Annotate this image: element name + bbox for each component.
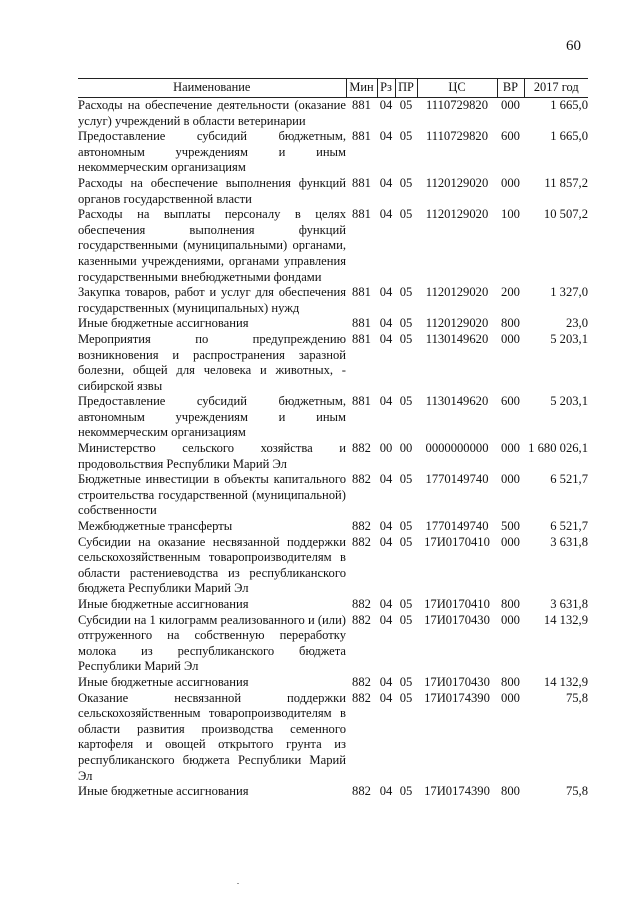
row-vr: 800: [501, 316, 520, 331]
row-min: 881: [352, 316, 371, 331]
row-pr: 05: [399, 690, 413, 705]
row-name: Предоставление субсидий бюджетным, автономным учреждениям и иным некоммерческим организациям: [78, 129, 346, 175]
row-pr: 05: [399, 597, 413, 611]
row-pr: 05: [399, 472, 413, 487]
row-rz: 04: [379, 472, 393, 487]
row-pr: 05: [399, 784, 413, 799]
row-rz: 04: [379, 316, 393, 331]
row-sum: 3 631,8: [550, 597, 588, 611]
row-rz: 04: [379, 175, 393, 190]
row-vr: 800: [501, 784, 520, 799]
row-sum: 6 521,7: [550, 519, 588, 534]
row-sum: 1 327,0: [550, 285, 588, 300]
table-row: [78, 472, 588, 519]
row-cs: 1120129020: [425, 316, 489, 331]
row-min: 882: [352, 674, 371, 689]
table-row: [78, 519, 588, 535]
row-rz: 04: [379, 331, 393, 346]
table-row: [78, 691, 588, 785]
row-rz: 04: [379, 674, 393, 689]
row-vr: 000: [501, 441, 520, 456]
row-name: Иные бюджетные ассигнования: [78, 784, 249, 799]
row-sum: 75,8: [565, 784, 588, 799]
table-row: [78, 332, 588, 394]
row-rz: 04: [379, 612, 393, 627]
row-min: 881: [352, 331, 371, 346]
row-cs: 1770149740: [425, 519, 489, 534]
row-min: 882: [352, 441, 371, 456]
row-min: 882: [352, 597, 371, 611]
row-cs: 1120129020: [425, 207, 489, 222]
row-vr: 600: [501, 129, 520, 144]
table-row: [78, 394, 588, 441]
page-number: 60: [566, 38, 581, 54]
row-min: 882: [352, 784, 371, 799]
row-cs: 1130149620: [425, 394, 489, 409]
table-row: [78, 98, 588, 130]
row-sum: 3 631,8: [550, 534, 588, 549]
row-cs: 17И0170430: [424, 612, 490, 627]
row-cs: 1120129020: [425, 285, 489, 300]
table-row: [78, 129, 588, 176]
table-row: [78, 285, 588, 316]
row-pr: 05: [399, 316, 413, 331]
row-pr: 05: [399, 674, 413, 689]
row-sum: 11 857,2: [544, 175, 588, 190]
budget-table: [78, 78, 588, 800]
row-cs: 1120129020: [425, 175, 489, 190]
row-sum: 14 132,9: [543, 612, 588, 627]
row-pr: 05: [399, 285, 413, 300]
row-cs: 1130149620: [425, 331, 489, 346]
header-rz: Рз: [377, 79, 395, 98]
row-pr: 00: [399, 441, 413, 456]
row-rz: 04: [379, 534, 393, 549]
row-name: Министерство сельского хозяйства и продовольствия Республики Марий Эл: [78, 441, 346, 471]
row-sum: 1 665,0: [550, 129, 588, 144]
row-name: Расходы на выплаты персоналу в целях обеспечения выполнения функций государственными (муниципальными) органами, казенными учреждениями, органами управления государственными внебюджетными фондами: [78, 207, 346, 284]
table-row: [78, 316, 588, 332]
row-vr: 000: [501, 175, 520, 190]
row-cs: 17И0174390: [424, 690, 490, 705]
table-row: [78, 675, 588, 691]
row-pr: 05: [399, 207, 413, 222]
row-pr: 05: [399, 98, 413, 112]
row-min: 882: [352, 612, 371, 627]
header-name: Наименование: [78, 79, 346, 98]
row-pr: 05: [399, 129, 413, 144]
row-name: Бюджетные инвестиции в объекты капитального строительства государственной (муниципальной) собственности: [78, 472, 346, 518]
row-pr: 05: [399, 612, 413, 627]
row-name: Мероприятия по предупреждению возникновения и распространения заразной болезни, общей для человека и животных, - сибирской язвы: [78, 331, 346, 393]
row-vr: 800: [501, 674, 520, 689]
row-name: Предоставление субсидий бюджетным, автономным учреждениям и иным некоммерческим организациям: [78, 394, 346, 440]
row-cs: 0000000000: [425, 441, 489, 456]
row-name: Межбюджетные трансферты: [78, 519, 233, 534]
table-row: [78, 176, 588, 207]
row-rz: 04: [379, 285, 393, 300]
row-cs: 1110729820: [425, 98, 489, 112]
row-cs: 17И0174390: [424, 784, 490, 799]
row-name: Расходы на обеспечение выполнения функций органов государственной власти: [78, 175, 346, 206]
row-min: 882: [352, 472, 371, 487]
row-vr: 000: [501, 472, 520, 487]
row-vr: 000: [501, 331, 520, 346]
row-min: 881: [352, 98, 371, 112]
row-name: Иные бюджетные ассигнования: [78, 674, 249, 689]
table-row: [78, 535, 588, 597]
row-min: 881: [352, 285, 371, 300]
table-row: [78, 441, 588, 472]
row-sum: 14 132,9: [543, 674, 588, 689]
table-row: [78, 597, 588, 613]
row-pr: 05: [399, 175, 413, 190]
row-min: 881: [352, 394, 371, 409]
row-cs: 17И0170430: [424, 674, 490, 689]
table-row: [78, 207, 588, 285]
row-vr: 600: [501, 394, 520, 409]
row-sum: 75,8: [565, 690, 588, 705]
row-sum: 10 507,2: [543, 207, 588, 222]
row-name: Субсидии на оказание несвязанной поддержки сельскохозяйственным товаропроизводителям в области растениеводства из республиканского бюджета Республики Марий Эл: [78, 534, 346, 596]
row-rz: 04: [379, 597, 393, 611]
row-sum: 1 680 026,1: [528, 441, 588, 456]
row-pr: 05: [399, 534, 413, 549]
scan-mark: [237, 883, 239, 884]
row-sum: 1 665,0: [550, 98, 588, 112]
row-min: 881: [352, 207, 371, 222]
row-vr: 000: [501, 690, 520, 705]
header-cs: ЦС: [417, 79, 497, 98]
row-cs: 1110729820: [425, 129, 489, 144]
row-vr: 500: [501, 519, 520, 534]
header-min: Мин: [346, 79, 377, 98]
header-pr: ПР: [395, 79, 417, 98]
row-vr: 100: [501, 207, 520, 222]
row-min: 881: [352, 129, 371, 144]
row-min: 881: [352, 175, 371, 190]
row-rz: 04: [379, 129, 393, 144]
row-pr: 05: [399, 331, 413, 346]
table-row: [78, 613, 588, 675]
row-min: 882: [352, 690, 371, 705]
row-name: Оказание несвязанной поддержки сельскохозяйственным товаропроизводителям в области развития производства семенного картофеля и овощей открытого грунта из республиканского бюджета Республики Марий Эл: [78, 690, 346, 783]
row-name: Иные бюджетные ассигнования: [78, 316, 249, 331]
row-vr: 200: [501, 285, 520, 300]
row-pr: 05: [399, 519, 413, 534]
row-name: Расходы на обеспечение деятельности (оказание услуг) учреждений в области ветеринарии: [78, 98, 346, 128]
row-vr: 800: [501, 597, 520, 611]
row-name: Субсидии на 1 килограмм реализованного и (или) отгруженного на собственную переработку молока из республиканского бюджета Республики Марий Эл: [78, 612, 346, 674]
row-vr: 000: [501, 534, 520, 549]
row-name: Иные бюджетные ассигнования: [78, 597, 249, 611]
header-sum: 2017 год: [524, 79, 588, 98]
row-vr: 000: [501, 612, 520, 627]
row-rz: 04: [379, 394, 393, 409]
row-sum: 5 203,1: [550, 394, 588, 409]
row-rz: 04: [379, 690, 393, 705]
row-sum: 6 521,7: [550, 472, 588, 487]
row-vr: 000: [501, 98, 520, 112]
row-rz: 04: [379, 207, 393, 222]
row-rz: 04: [379, 519, 393, 534]
table-header-row: [78, 79, 588, 98]
row-cs: 17И0170410: [424, 597, 490, 611]
row-min: 882: [352, 534, 371, 549]
row-cs: 1770149740: [425, 472, 489, 487]
table-row: [78, 784, 588, 800]
row-sum: 23,0: [565, 316, 588, 331]
row-sum: 5 203,1: [550, 331, 588, 346]
row-rz: 00: [379, 441, 393, 456]
row-rz: 04: [379, 98, 393, 112]
header-vr: ВР: [497, 79, 524, 98]
row-name: Закупка товаров, работ и услуг для обеспечения государственных (муниципальных) нужд: [78, 285, 346, 315]
row-rz: 04: [379, 784, 393, 799]
row-pr: 05: [399, 394, 413, 409]
row-min: 882: [352, 519, 371, 534]
row-cs: 17И0170410: [424, 534, 490, 549]
